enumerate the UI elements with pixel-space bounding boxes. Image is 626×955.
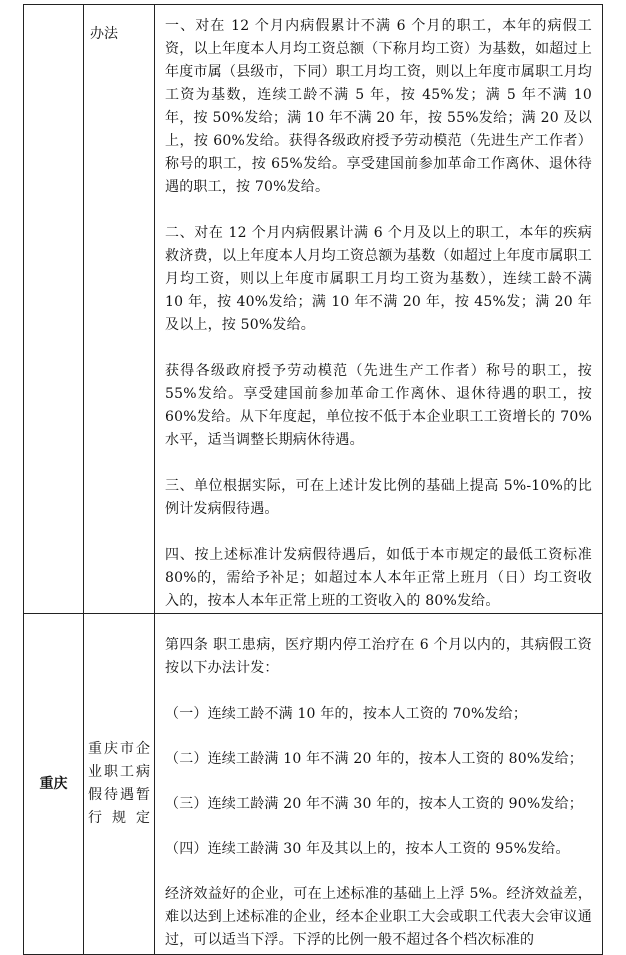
content-cell [155,614,603,955]
regulation-name-cell: 重庆市企业职工病假待遇暂行规定 [84,614,155,955]
paragraph: 一、对在 12 个月内病假累计不满 6 个月的职工，本年的病假工资，以上年度本人月均工资总额（下称月均工资）为基数，如超过上年度市属（县级市，下同）职工月均工资，则以上年度市属职工月均工资为基数，连续工龄不满 5 年，按 45%发；满 5 年不满 10 年，按 50%发给；满 10 年不满 20 年，按 55%发给；满 20 及以上，按 60%发给。获得各级政府授予劳动模范（先进生产工作者）称号的职工，按 65%发给。享受建国前参加革命工作离休、退休待遇的职工，按 70%发给。 [165,18,592,195]
paragraph: 第四条 职工患病，医疗期内停工治疗在 6 个月以内的，其病假工资按以下办法计发： [165,637,592,676]
content-body [155,5,602,613]
method-cell [84,5,155,614]
region-cell: 重庆 [24,614,84,955]
content-cell [155,5,603,614]
paragraph: 经济效益好的企业，可在上述标准的基础上上浮 5%。经济效益差，难以达到上述标准的企业，经本企业职工大会或职工代表大会审议通过，可以适当下浮。下浮的比例一般不超过各个档次标准的 [165,886,592,948]
list-item: （一）连续工龄不满 10 年的，按本人工资的 70%发给； [165,706,528,722]
paragraph: 获得各级政府授予劳动模范（先进生产工作者）称号的职工，按 55%发给。享受建国前参加革命工作离休、退休待遇的职工，按 60%发给。从下年度起，单位按不低于本企业职工工资增长的 70%水平，适当调整长期病休待遇。 [165,363,592,448]
list-item: （二）连续工龄满 10 年不满 20 年的，按本人工资的 80%发给； [165,751,583,767]
paragraph: 四、按上述标准计发病假待遇后，如低于本市规定的最低工资标准 80%的，需给予补足；如超过本人本年正常上班月（日）均工资收入的，按本人本年正常上班的工资收入的 80%发给。 [165,547,592,609]
list-item: （四）连续工龄满 30 年及其以上的，按本人工资的 95%发给。 [165,841,570,857]
method-label: 办法 [90,26,118,42]
list-item: （三）连续工龄满 20 年不满 30 年的，按本人工资的 90%发给； [165,796,583,812]
table-row [24,614,603,955]
paragraph: 二、对在 12 个月内病假累计满 6 个月及以上的职工，本年的疾病救济费，以上年度本人月均工资总额为基数（如超过上年度市属职工月均工资，则以上年度市属职工月均工资为基数），连续工龄不满 10 年，按 40%发给；满 10 年不满 20 年，按 45%发；满 20 年及以上，按 50%发给。 [165,225,592,333]
policy-table [23,4,603,955]
region-cell-empty [24,5,84,614]
table-row [24,5,603,614]
content-body [155,614,602,952]
paragraph: 三、单位根据实际，可在上述计发比例的基础上提高 5%-10%的比例计发病假待遇。 [165,478,592,517]
